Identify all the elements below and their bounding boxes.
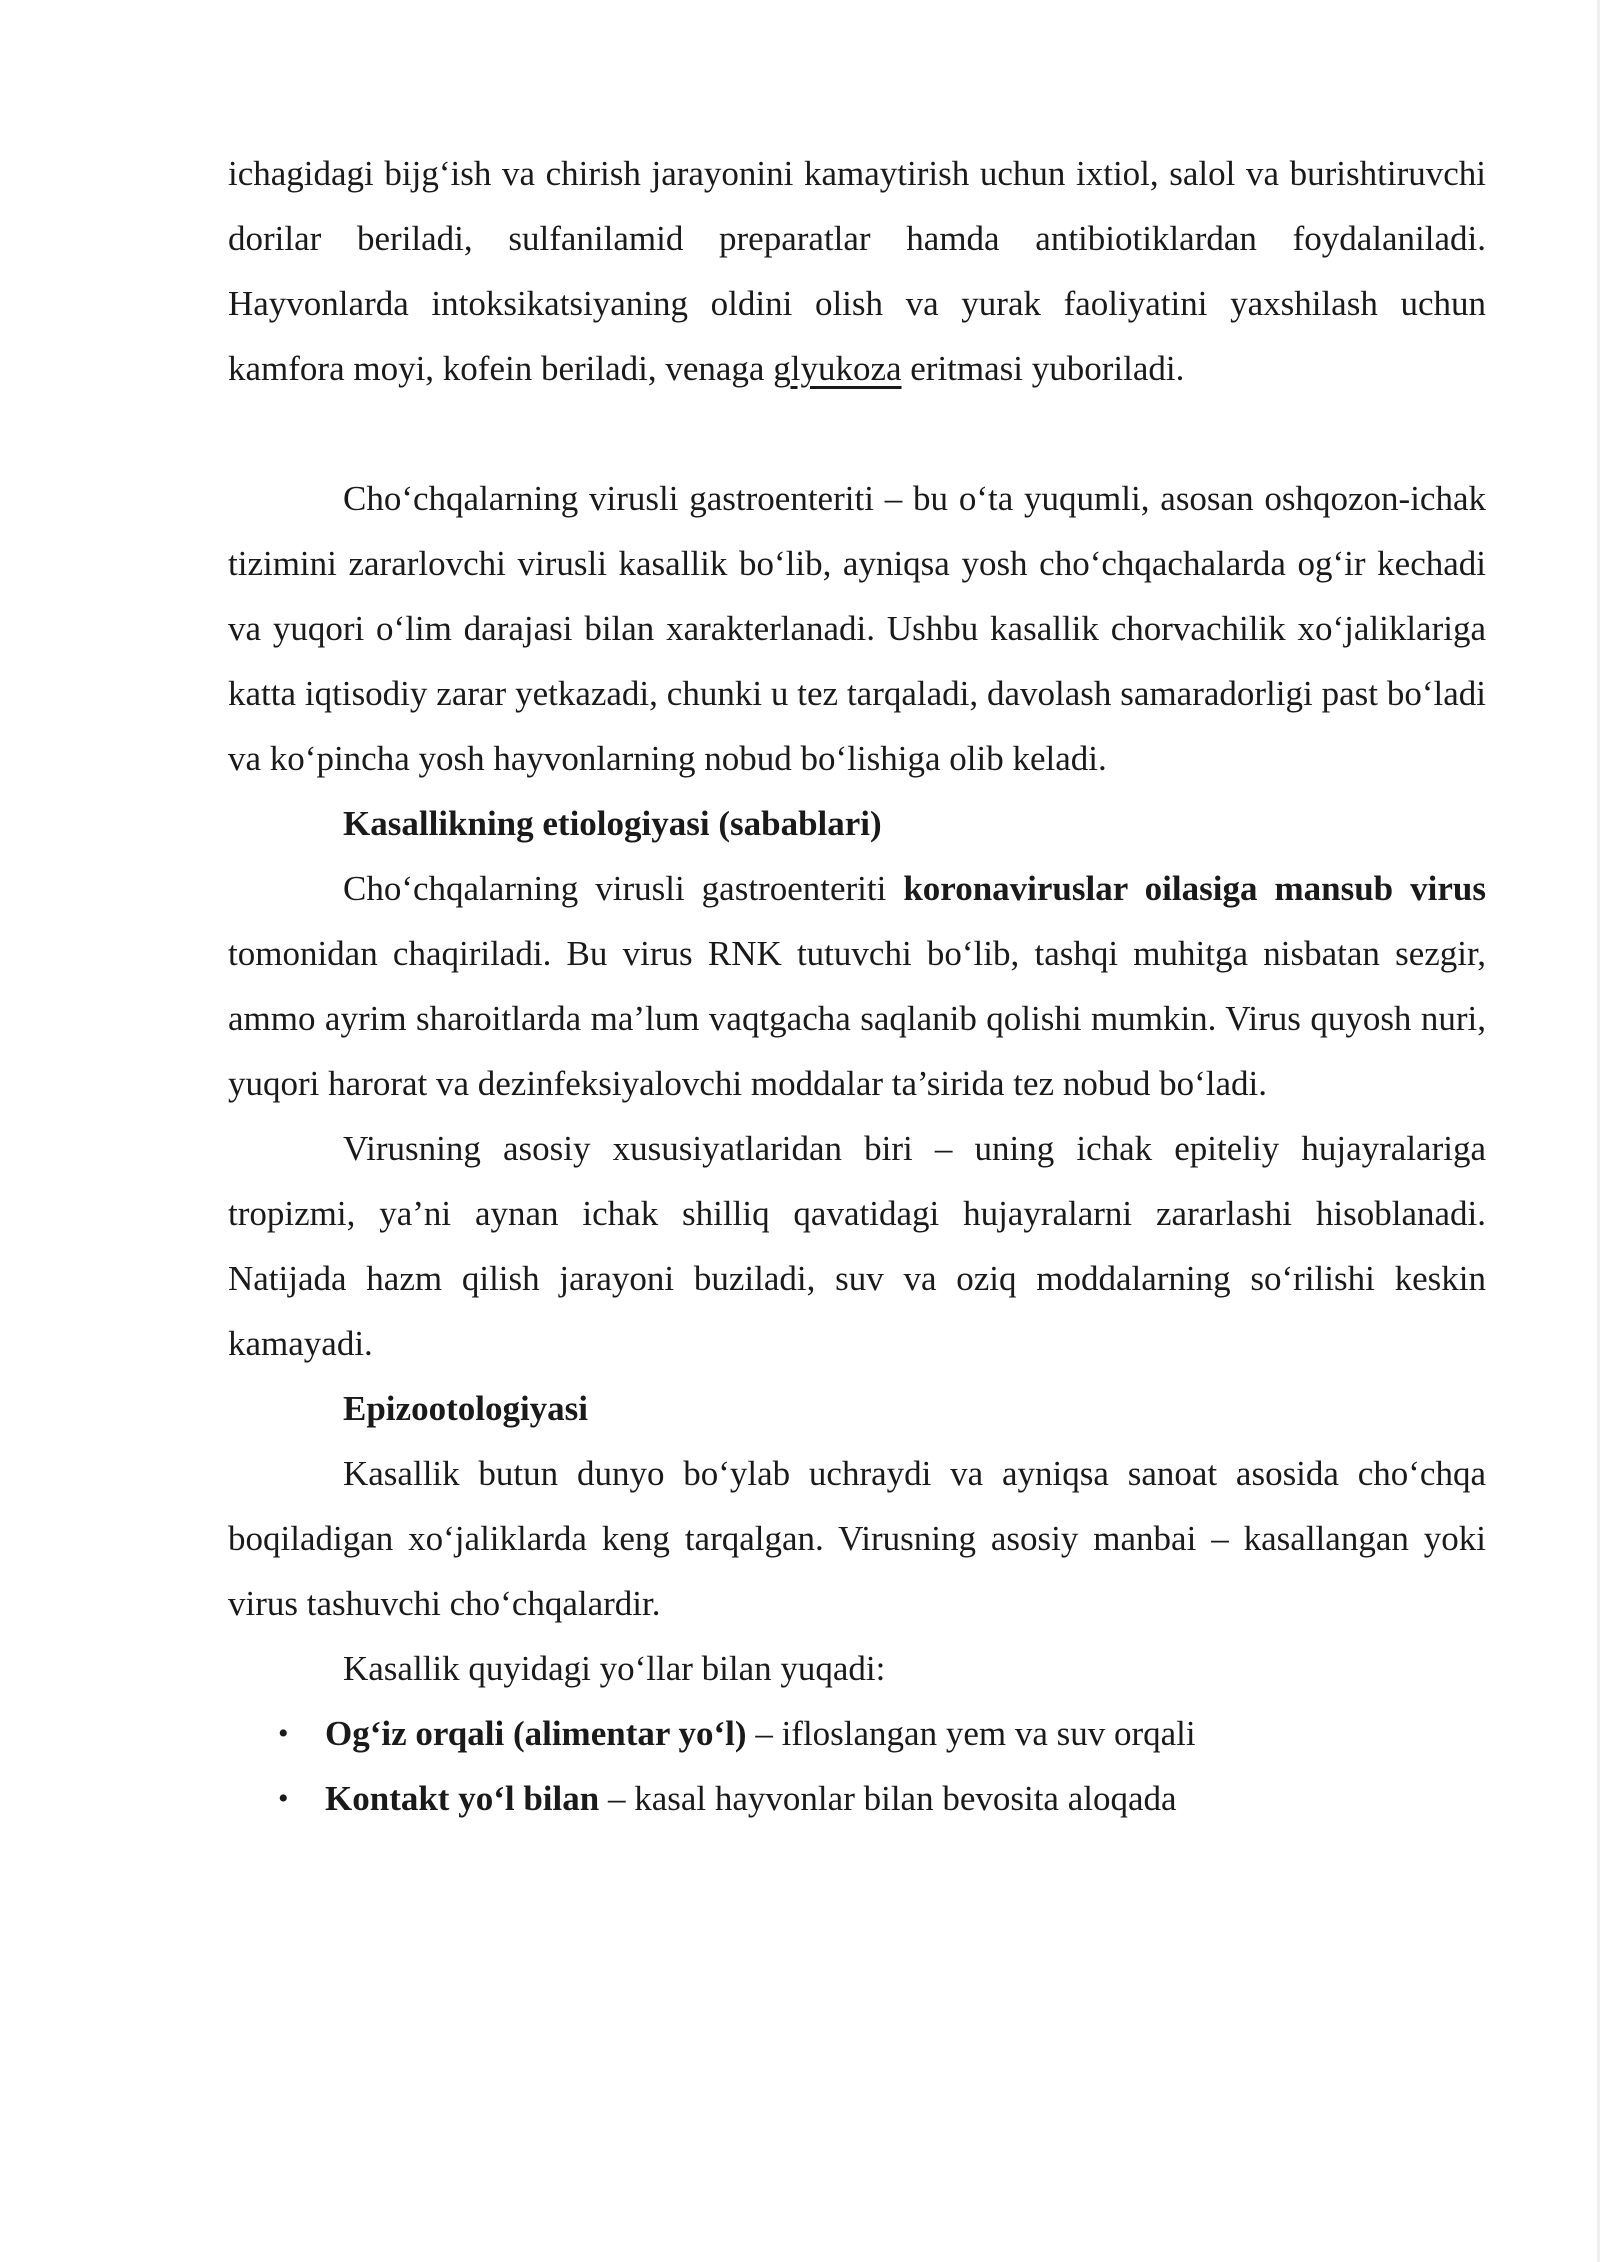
paragraph-transmission: Kasallik quyidagi yo‘llar bilan yuqadi: <box>343 1649 886 1688</box>
paragraph-etiology <box>228 856 1486 1116</box>
bold-text: Kontakt yo‘l bilan <box>325 1779 600 1818</box>
paragraph-text: tomonidan chaqiriladi. Bu virus RNK tutuvchi bo‘lib, tashqi muhitga nisbatan sezgir, ammo ayrim sharoitlarda ma’lum vaqtgacha saqlanib qolishi mumkin. Virus quyosh nuri, yuqori harorat va dezinfeksiyalovchi moddalar ta’sirida tez nobud bo‘ladi. <box>228 934 1486 1103</box>
transmission-list <box>228 1701 1486 1831</box>
list-item-text: – ifloslangan yem va suv orqali <box>746 1714 1196 1753</box>
paragraph-epizootology: Kasallik butun dunyo bo‘ylab uchraydi va ayniqsa sanoat asosida cho‘chqa boqiladigan xo‘jaliklarda keng tarqalgan. Virusning asosiy manbai – kasallangan yoki virus tashuvchi cho‘chqalardir. <box>228 1454 1486 1623</box>
paragraph-intro: Cho‘chqalarning virusli gastroenteriti – bu o‘ta yuqumli, asosan oshqozon-ichak tizimini zararlovchi virusli kasallik bo‘lib, ayniqsa yosh cho‘chqachalarda og‘ir kechadi va yuqori o‘lim darajasi bilan xarakterlanadi. Ushbu kasallik chorvachilik xo‘jaliklariga katta iqtisodiy zarar yetkazadi, chunki u tez tarqaladi, davolash samaradorligi past bo‘ladi va ko‘pincha yosh hayvonlarning nobud bo‘lishiga olib keladi. <box>228 479 1486 778</box>
paragraph-treatment <box>228 141 1486 401</box>
heading-epizootology: Epizootologiyasi <box>343 1389 589 1428</box>
paragraph-tropism: Virusning asosiy xususiyatlaridan biri – uning ichak epiteliy hujayralariga tropizmi, ya’ni aynan ichak shilliq qavatidagi hujayralarni zararlashi hisoblanadi. Natijada hazm qilish jarayoni buziladi, suv va oziq moddalarning so‘rilishi keskin kamayadi. <box>228 1129 1486 1363</box>
list-item-text: – kasal hayvonlar bilan bevosita aloqada <box>599 1779 1177 1818</box>
paragraph-text: ichagidagi bijg‘ish va chirish jarayonini kamaytirish uchun ixtiol, salol va burishtiruvchi dorilar beriladi, sulfanilamid preparatlar hamda antibiotiklardan foydalaniladi. Hayvonlarda intoksikatsiyaning oldini olish va yurak faoliyatini yaxshilash uchun kamfora moyi, kofein beriladi, venaga <box>228 154 1486 388</box>
document-page <box>228 141 1486 1831</box>
paragraph-text: Cho‘chqalarning virusli gastroenteriti <box>343 869 904 908</box>
paragraph-spacer <box>228 401 1486 466</box>
bullet-icon: • <box>278 1782 289 1815</box>
list-item <box>228 1766 1486 1831</box>
heading-etiology: Kasallikning etiologiyasi (sabablari) <box>343 804 882 843</box>
bold-text: koronaviruslar oilasiga mansub virus <box>903 869 1486 908</box>
paragraph-text: eritmasi yuboriladi. <box>901 349 1185 388</box>
list-item <box>228 1701 1486 1766</box>
bold-text: Og‘iz orqali (alimentar yo‘l) <box>325 1714 747 1753</box>
glyukoza-link[interactable]: glyukoza <box>773 349 902 388</box>
bullet-icon: • <box>278 1717 289 1750</box>
